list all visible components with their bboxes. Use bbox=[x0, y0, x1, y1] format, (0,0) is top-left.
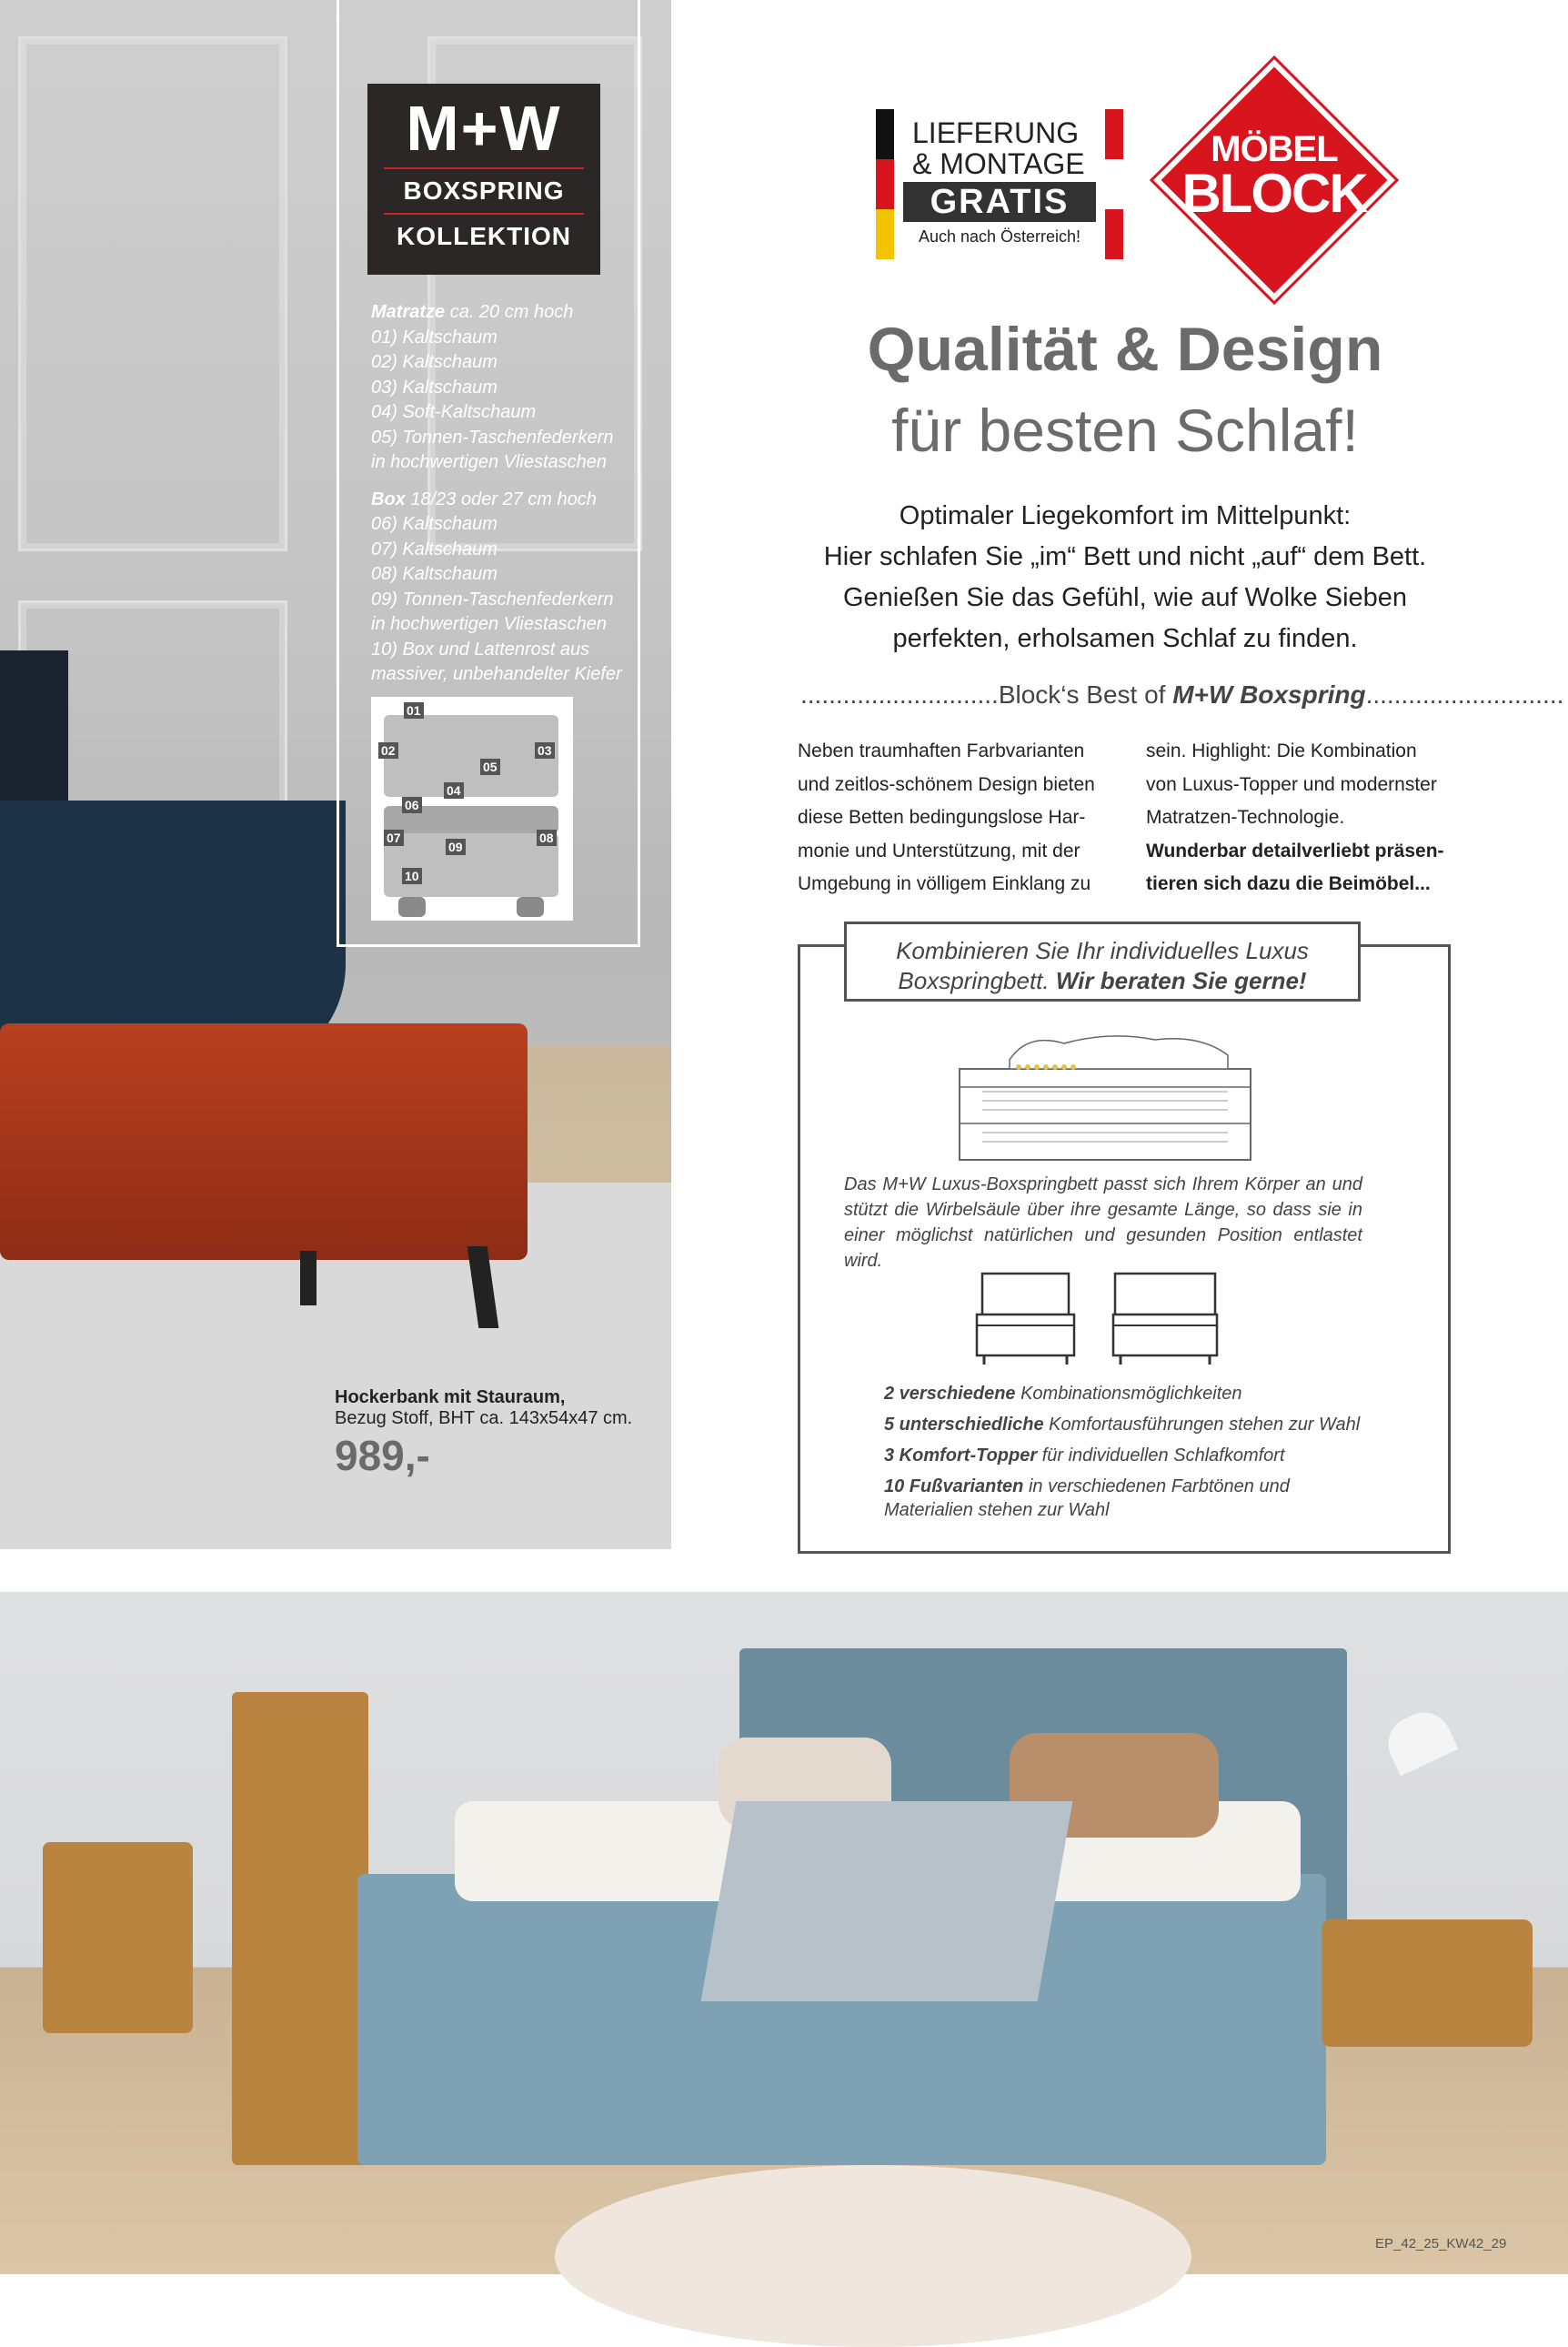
badge-line4: Auch nach Österreich! bbox=[918, 227, 1081, 246]
feature-item-continued: Materialien stehen zur Wahl bbox=[884, 1500, 1110, 1520]
product-description: Bezug Stoff, BHT ca. 143x54x47 cm. bbox=[335, 1408, 633, 1428]
page-code: EP_42_25_KW42_29 bbox=[1375, 2236, 1507, 2251]
box-spec-item: 08) Kaltschaum bbox=[371, 564, 498, 584]
body-line-bold: Wunderbar detailverliebt präsen- bbox=[1146, 840, 1444, 861]
box-spec-item: 09) Tonnen-Taschenfederkern bbox=[371, 589, 614, 609]
product-price: 989,- bbox=[335, 1432, 430, 1479]
body-line: sein. Highlight: Die Kombination bbox=[1146, 740, 1417, 761]
box-spec-item: massiver, unbehandelter Kiefer bbox=[371, 664, 622, 684]
diagram-label: 06 bbox=[402, 797, 422, 813]
mattress-spec-heading: Matratze ca. 20 cm hoch bbox=[371, 302, 574, 322]
free-delivery-badge bbox=[876, 109, 1123, 259]
box-spec-item: in hochwertigen Vliestaschen bbox=[371, 614, 608, 634]
body-line-bold: tieren sich dazu die Beimöbel... bbox=[1146, 873, 1431, 894]
mw-brand-logo bbox=[367, 84, 600, 275]
badge-line3: GRATIS bbox=[903, 182, 1096, 222]
product-price-box bbox=[335, 1387, 662, 1480]
bed-headboard-icon bbox=[1110, 1269, 1221, 1367]
feature-list bbox=[884, 1378, 1393, 1522]
intro-line: Hier schlafen Sie „im“ Bett und nicht „auf“ dem Bett. bbox=[823, 542, 1427, 571]
mattress-spec-item: 04) Soft-Kaltschaum bbox=[371, 402, 537, 422]
diagram-label: 09 bbox=[446, 839, 466, 855]
feature-item: 3 Komfort-Topper für individuellen Schlafkomfort bbox=[884, 1445, 1285, 1466]
headline: Qualität & Design bbox=[867, 315, 1383, 384]
diagram-label: 08 bbox=[537, 830, 557, 846]
body-line: Umgebung in völligem Einklang zu bbox=[798, 873, 1091, 894]
mattress-spec-item: 03) Kaltschaum bbox=[371, 377, 498, 398]
badge-line2: & MONTAGE bbox=[912, 147, 1085, 180]
box-spec-item: 07) Kaltschaum bbox=[371, 539, 498, 559]
mattress-spec-item: 05) Tonnen-Taschenfederkern bbox=[371, 427, 614, 448]
storage-bench bbox=[0, 1023, 528, 1260]
section-divider: ............................Block‘s Best of M+W Boxspring............................ bbox=[800, 680, 1564, 709]
diagram-label: 02 bbox=[378, 742, 398, 759]
bed-headboard-icon bbox=[973, 1269, 1078, 1367]
logo-line1: BOXSPRING bbox=[403, 176, 565, 205]
combination-description: Das M+W Luxus-Boxspringbett passt sich Ihrem Körper an und stützt die Wirbelsäule über ihre gesamte Länge, so dass sie in einer möglichst natürlichen und gesunden Position entlastet wird. bbox=[844, 1174, 1362, 1271]
store-logo-line1: MÖBEL bbox=[1211, 129, 1338, 169]
product-title: Hockerbank mit Stauraum, bbox=[335, 1387, 566, 1407]
mattress-spec-item: 02) Kaltschaum bbox=[371, 352, 498, 372]
diagram-label: 01 bbox=[404, 702, 424, 719]
intro-line: perfekten, erholsamen Schlaf zu finden. bbox=[892, 624, 1358, 653]
mattress-illustration-icon bbox=[955, 1023, 1255, 1164]
combination-heading: Kombinieren Sie Ihr individuelles Luxus Boxspringbett. Wir beraten Sie gerne! bbox=[844, 922, 1361, 1002]
box-spec-item: 10) Box und Lattenrost aus bbox=[371, 639, 590, 660]
body-line: Matratzen-Technologie. bbox=[1146, 807, 1345, 828]
store-logo-line2: BLOCK bbox=[1181, 163, 1367, 224]
body-line: monie und Unterstützung, mit der bbox=[798, 840, 1081, 861]
diagram-label: 10 bbox=[402, 868, 422, 884]
boxspring-bed-photo bbox=[0, 1592, 1568, 2274]
body-column-1 bbox=[798, 735, 1111, 902]
feature-item: 5 unterschiedliche Komfortausführungen stehen zur Wahl bbox=[884, 1415, 1361, 1435]
diagram-label: 04 bbox=[444, 782, 464, 799]
feature-item: 10 Fußvarianten in verschiedenen Farbtönen und bbox=[884, 1476, 1290, 1496]
body-column-2 bbox=[1146, 735, 1460, 902]
badge-line1: LIEFERUNG bbox=[912, 116, 1080, 149]
diagram-label: 03 bbox=[535, 742, 555, 759]
logo-title: M+W bbox=[406, 93, 562, 164]
mattress-spec-item: 01) Kaltschaum bbox=[371, 327, 498, 348]
body-line: von Luxus-Topper und modernster bbox=[1146, 773, 1437, 795]
body-line: diese Betten bedingungslose Har- bbox=[798, 807, 1086, 828]
intro-text bbox=[791, 496, 1459, 660]
intro-line: Optimaler Liegekomfort im Mittelpunkt: bbox=[899, 501, 1352, 530]
subheadline: für besten Schlaf! bbox=[891, 397, 1359, 464]
body-line: und zeitlos-schönem Design bieten bbox=[798, 773, 1095, 795]
spec-list bbox=[371, 300, 635, 688]
box-spec-heading: Box 18/23 oder 27 cm hoch bbox=[371, 489, 597, 509]
mattress-spec-item: in hochwertigen Vliestaschen bbox=[371, 452, 608, 472]
feature-item: 2 verschiedene Kombinationsmöglichkeiten bbox=[884, 1384, 1242, 1404]
mattress-cross-section-diagram bbox=[371, 697, 573, 921]
body-line: Neben traumhaften Farbvarianten bbox=[798, 740, 1085, 761]
diagram-label: 05 bbox=[480, 759, 500, 775]
intro-line: Genießen Sie das Gefühl, wie auf Wolke Sieben bbox=[842, 583, 1408, 612]
diagram-label: 07 bbox=[384, 830, 404, 846]
box-spec-item: 06) Kaltschaum bbox=[371, 514, 498, 534]
moebel-block-logo bbox=[1160, 65, 1389, 295]
logo-line2: KOLLEKTION bbox=[397, 222, 571, 251]
